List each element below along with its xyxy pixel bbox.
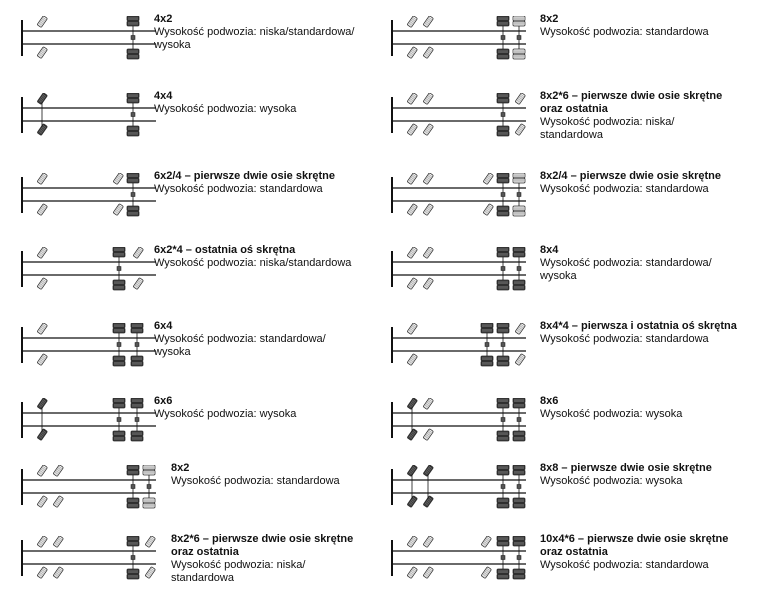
configuration-title: 8x2*6 – pierwsze dwie osie skrętne oraz ostatnia	[540, 90, 723, 115]
axle-1	[407, 247, 417, 290]
axle-diagram	[20, 536, 160, 580]
configuration-title: 8x6	[540, 395, 559, 407]
axle-4	[497, 173, 509, 216]
axle-1	[407, 465, 417, 508]
axle-2	[113, 398, 125, 441]
configuration-title: 6x2*4 – ostatnia oś skrętna	[154, 244, 296, 256]
configuration-text	[540, 244, 712, 283]
axle-diagram	[390, 247, 530, 291]
configuration-title: 6x6	[154, 395, 173, 407]
axle-4	[515, 93, 525, 136]
axle-3	[497, 93, 509, 136]
axle-diagram-wrapper	[20, 398, 160, 447]
axle-2	[113, 173, 123, 216]
axle-2	[113, 323, 125, 366]
axle-diagram-wrapper	[20, 465, 160, 514]
axle-4	[513, 247, 525, 290]
axle-diagram-wrapper	[20, 536, 160, 585]
chassis-height-description: Wysokość podwozia: niska/standardowa	[154, 257, 352, 269]
axle-3	[127, 173, 139, 216]
configuration-text	[171, 533, 353, 585]
axle-diagram	[390, 536, 530, 580]
chassis-height-description: Wysokość podwozia: wysoka	[540, 475, 683, 487]
axle-1	[407, 16, 417, 59]
axle-1	[37, 323, 47, 366]
axle-3	[497, 323, 509, 366]
configuration-text	[540, 462, 712, 488]
axle-2	[423, 16, 433, 59]
axle-3	[497, 247, 509, 290]
chassis-height-description: Wysokość podwozia: standardowa	[540, 559, 709, 571]
configuration-title: 4x4	[154, 90, 173, 102]
configuration-text	[540, 395, 682, 421]
configuration-title: 8x2/4 – pierwsze dwie osie skrętne	[540, 170, 721, 182]
axle-5	[513, 173, 525, 216]
axle-3	[131, 323, 143, 366]
configuration-title: 8x4*4 – pierwsza i ostatnia oś skrętna	[540, 320, 737, 332]
axle-diagram-wrapper	[390, 93, 530, 142]
configuration-text	[154, 90, 296, 116]
axle-2	[423, 93, 433, 136]
axle-4	[513, 465, 525, 508]
axle-1	[37, 536, 47, 579]
axle-1	[37, 16, 47, 59]
axle-3	[497, 398, 509, 441]
axle-diagram	[20, 93, 160, 137]
axle-diagram-wrapper	[20, 93, 160, 142]
axle-diagram-wrapper	[20, 173, 160, 222]
configuration-title: 8x2	[171, 462, 190, 474]
chassis-height-description: Wysokość podwozia: standardowa/ wysoka	[540, 257, 712, 282]
chassis-height-description: Wysokość podwozia: standardowa/ wysoka	[154, 333, 326, 358]
axle-diagram	[390, 323, 530, 367]
axle-2	[423, 536, 433, 579]
chassis-height-description: Wysokość podwozia: standardowa	[171, 475, 340, 487]
axle-3	[127, 536, 139, 579]
axle-2	[423, 247, 433, 290]
axle-2	[113, 247, 125, 290]
chassis-height-description: Wysokość podwozia: wysoka	[154, 408, 297, 420]
configuration-text	[154, 395, 296, 421]
axle-2	[423, 173, 433, 216]
axle-diagram	[390, 465, 530, 509]
chassis-height-description: Wysokość podwozia: standardowa	[540, 183, 709, 195]
axle-2	[53, 465, 63, 508]
configuration-title: 10x4*6 – pierwsze dwie osie skrętne oraz ostatnia	[540, 533, 729, 558]
axle-4	[497, 536, 509, 579]
configuration-title: 8x2	[540, 13, 559, 25]
axle-diagram	[20, 398, 160, 442]
configuration-title: 4x2	[154, 13, 173, 25]
axle-diagram-wrapper	[390, 247, 530, 296]
axle-diagram-wrapper	[20, 323, 160, 372]
axle-4	[513, 398, 525, 441]
chassis-height-description: Wysokość podwozia: standardowa	[540, 26, 709, 38]
axle-diagram	[390, 173, 530, 217]
axle-1	[407, 173, 417, 216]
axle-1	[407, 93, 417, 136]
axle-2	[481, 323, 493, 366]
configuration-text	[154, 170, 335, 196]
axle-diagram-wrapper	[20, 16, 160, 65]
axle-1	[37, 93, 47, 136]
axle-diagram-wrapper	[390, 398, 530, 447]
axle-diagram	[390, 398, 530, 442]
axle-1	[407, 323, 417, 366]
axle-2	[53, 536, 63, 579]
axle-1	[37, 173, 47, 216]
axle-diagram	[20, 465, 160, 509]
axle-1	[37, 398, 47, 441]
axle-diagram	[390, 16, 530, 60]
axle-diagram-wrapper	[390, 465, 530, 514]
configuration-text	[540, 13, 709, 39]
axle-diagram	[20, 16, 160, 60]
configuration-title: 8x8 – pierwsze dwie osie skrętne	[540, 462, 712, 474]
axle-3	[133, 247, 143, 290]
axle-1	[407, 536, 417, 579]
chassis-height-description: Wysokość podwozia: niska/standardowa/ wysoka	[154, 26, 355, 51]
axle-1	[37, 465, 47, 508]
configuration-text	[154, 13, 354, 52]
chassis-height-description: Wysokość podwozia: wysoka	[540, 408, 683, 420]
configuration-title: 6x4	[154, 320, 173, 332]
chassis-height-description: Wysokość podwozia: niska/ standardowa	[540, 116, 675, 141]
chassis-height-description: Wysokość podwozia: standardowa	[540, 333, 709, 345]
configuration-title: 8x2*6 – pierwsze dwie osie skrętne oraz ostatnia	[171, 533, 354, 558]
axle-4	[515, 323, 525, 366]
axle-4	[145, 536, 155, 579]
configuration-text	[540, 90, 722, 142]
axle-2	[423, 465, 433, 508]
axle-4	[513, 16, 525, 59]
axle-3	[497, 16, 509, 59]
axle-5	[513, 536, 525, 579]
configuration-text	[154, 320, 326, 359]
axle-diagram	[20, 173, 160, 217]
chassis-height-description: Wysokość podwozia: niska/ standardowa	[171, 559, 306, 584]
axle-3	[481, 536, 491, 579]
chassis-height-description: Wysokość podwozia: wysoka	[154, 103, 297, 115]
axle-3	[127, 465, 139, 508]
axle-2	[423, 398, 433, 441]
axle-3	[131, 398, 143, 441]
configuration-title: 6x2/4 – pierwsze dwie osie skrętne	[154, 170, 335, 182]
axle-diagram-wrapper	[390, 323, 530, 372]
axle-diagram-wrapper	[20, 247, 160, 296]
axle-2	[127, 16, 139, 59]
axle-diagram	[20, 247, 160, 291]
configuration-title: 8x4	[540, 244, 559, 256]
configuration-text	[171, 462, 340, 488]
axle-diagram-wrapper	[390, 16, 530, 65]
axle-4	[143, 465, 155, 508]
axle-diagram-wrapper	[390, 536, 530, 585]
axle-2	[127, 93, 139, 136]
axle-1	[37, 247, 47, 290]
configuration-text	[154, 244, 351, 270]
axle-3	[483, 173, 493, 216]
axle-3	[497, 465, 509, 508]
axle-diagram-wrapper	[390, 173, 530, 222]
axle-diagram	[20, 323, 160, 367]
chassis-height-description: Wysokość podwozia: standardowa	[154, 183, 323, 195]
configuration-text	[540, 320, 737, 346]
configuration-text	[540, 533, 728, 572]
configuration-text	[540, 170, 721, 196]
axle-diagram	[390, 93, 530, 137]
axle-1	[407, 398, 417, 441]
